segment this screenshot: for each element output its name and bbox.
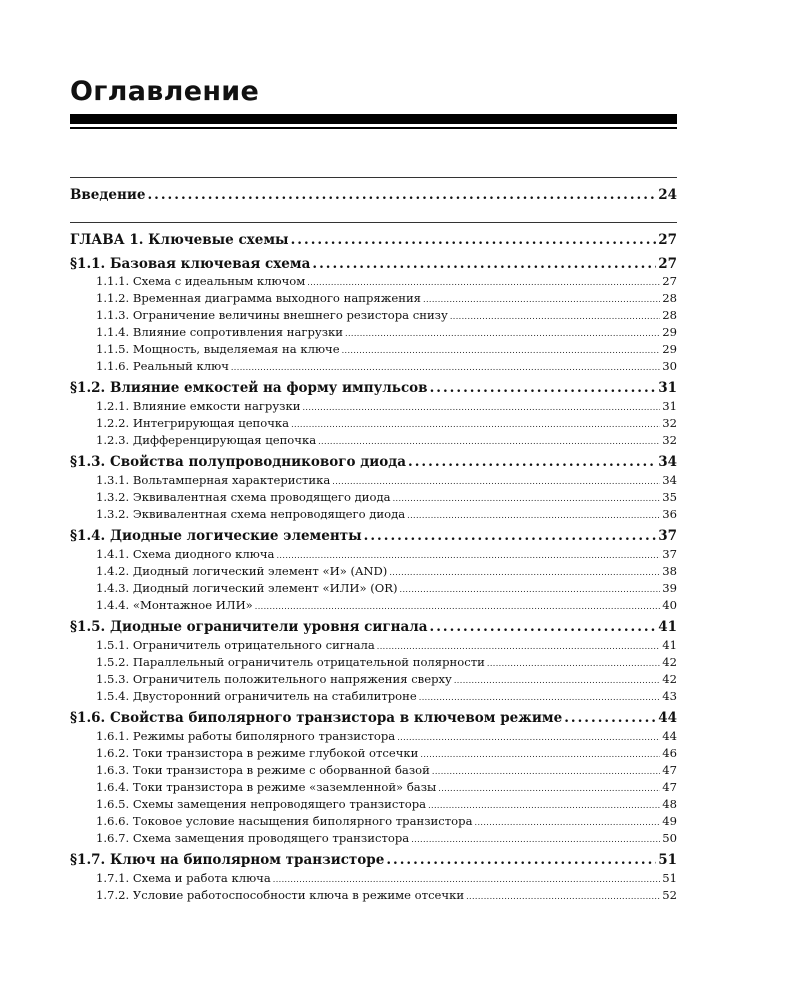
toc-entry-title: 1.1.1. Схема с идеальным ключом [96,274,306,288]
toc-entry-title: 1.1.5. Мощность, выделяемая на ключе [96,342,340,356]
toc-entry-title: 1.5.2. Параллельный ограничитель отрицательной полярности [96,655,485,669]
toc-entry-page: 38 [662,564,677,578]
toc-entry-title: 1.2.3. Дифференцирующая цепочка [96,433,317,447]
toc-entry-title: 1.4.4. «Монтажное ИЛИ» [96,598,253,612]
toc-entry-page: 27 [658,232,677,248]
toc-entry-title: 1.6.2. Токи транзистора в режиме глубокой отсечки [96,746,419,760]
toc-entry-title: 1.5.4. Двусторонний ограничитель на стабилитроне [96,689,417,703]
toc-entry-subsection[interactable] [70,398,677,415]
toc-entry-subsection[interactable] [70,887,677,904]
toc-entry-page: 32 [662,433,677,447]
dot-leader [273,871,660,888]
toc-entry-title: 1.4.2. Диодный логический элемент «И» (AND) [96,564,388,578]
dot-leader [564,708,656,728]
toc-entry-page: 29 [662,342,677,356]
toc-entry-page: 51 [658,852,677,868]
toc-entry-page: 27 [658,256,677,272]
toc-entry-page: 49 [662,814,677,828]
toc-entry-subsection[interactable] [70,341,677,358]
toc-entry-section[interactable] [70,617,677,637]
dot-leader [291,230,657,250]
dot-leader [332,473,660,490]
toc-entry-page: 47 [662,780,677,794]
page-title: Оглавление [70,76,260,107]
toc-entry-subsection[interactable] [70,472,677,489]
toc-entry-subsection[interactable] [70,432,677,449]
toc-entry-title: 1.1.4. Влияние сопротивления нагрузки [96,325,344,339]
dot-leader [291,416,660,433]
dot-leader [147,185,656,205]
dot-leader [276,547,660,564]
dot-leader [428,797,660,814]
toc-entry-title: 1.1.3. Ограничение величины внешнего резистора снизу [96,308,448,322]
toc-entry-subsection[interactable] [70,796,677,813]
toc-entry-page: 43 [662,689,677,703]
dot-leader [307,274,660,291]
toc-entry-title: §1.5. Диодные ограничители уровня сигнала [70,619,428,635]
toc-entry-section[interactable] [70,526,677,546]
toc-entry-subsection[interactable] [70,563,677,580]
toc-entry-title: 1.5.1. Ограничитель отрицательного сигнала [96,638,375,652]
toc-entry-page: 37 [662,547,677,561]
toc-entry-title: ГЛАВА 1. Ключевые схемы [70,232,289,248]
toc-entry-page: 48 [662,797,677,811]
toc-entry-subsection[interactable] [70,489,677,506]
toc-entry-page: 30 [662,359,677,373]
toc-entry-title: 1.4.3. Диодный логический элемент «ИЛИ» (OR) [96,581,398,595]
toc-entry-title: 1.1.2. Временная диаграмма выходного напряжения [96,291,421,305]
toc-entry-page: 41 [658,619,677,635]
dot-leader [450,308,660,325]
dot-leader [377,638,660,655]
dot-leader [345,325,660,342]
toc-entry-subsection[interactable] [70,762,677,779]
toc-entry-page: 47 [662,763,677,777]
toc-entry-page: 44 [662,729,677,743]
dot-leader [438,780,660,797]
toc-entry-title: 1.6.4. Токи транзистора в режиме «заземленной» базы [96,780,437,794]
toc-entry-page: 28 [662,291,677,305]
toc-entry-title: §1.4. Диодные логические элементы [70,528,362,544]
toc-entry-page: 50 [662,831,677,845]
toc-entry-title: 1.7.1. Схема и работа ключа [96,871,271,885]
toc-entry-subsection[interactable] [70,307,677,324]
toc-entry-page: 24 [658,187,677,203]
toc-entry-page: 51 [662,871,677,885]
toc-entry-subsection[interactable] [70,597,677,614]
toc-entry-title: 1.3.2. Эквивалентная схема непроводящего диода [96,507,406,521]
dot-leader [408,452,656,472]
dot-leader [342,342,661,359]
toc-entry-page: 36 [662,507,677,521]
toc-entry-title: 1.6.1. Режимы работы биполярного транзистора [96,729,396,743]
dot-leader [364,526,657,546]
toc-entry-subsection[interactable] [70,324,677,341]
toc-entry-title: §1.7. Ключ на биполярном транзисторе [70,852,385,868]
toc-entry-page: 31 [658,380,677,396]
toc-entry-page: 40 [662,598,677,612]
toc-entry-page: 29 [662,325,677,339]
toc-entry-section[interactable] [70,254,677,274]
toc-entry-page: 31 [662,399,677,413]
dot-leader [419,689,660,706]
title-thick-rule [70,114,677,124]
toc-entry-subsection[interactable] [70,654,677,671]
toc-entry-page: 46 [662,746,677,760]
toc-entry-page: 52 [662,888,677,902]
dot-leader [397,729,660,746]
toc-entry-title: 1.7.2. Условие работоспособности ключа в режиме отсечки [96,888,465,902]
toc-entry-subsection[interactable] [70,671,677,688]
toc-entry-section[interactable] [70,378,677,398]
toc-entry-subsection[interactable] [70,813,677,830]
toc-entry-page: 27 [662,274,677,288]
toc-entry-subsection[interactable] [70,506,677,523]
toc-entry-page: 35 [662,490,677,504]
dot-leader [389,564,660,581]
toc-entry-subsection[interactable] [70,745,677,762]
toc-entry-title: §1.3. Свойства полупроводникового диода [70,454,407,470]
toc-entry-title: 1.6.3. Токи транзистора в режиме с оборванной базой [96,763,430,777]
toc-entry-title: 1.6.7. Схема замещения проводящего транзистора [96,831,410,845]
dot-leader [420,746,660,763]
toc-entry-title: 1.4.1. Схема диодного ключа [96,547,275,561]
toc-entry-title: Введение [70,187,146,203]
dot-leader [255,598,660,615]
title-thin-rule [70,127,677,129]
toc-entry-subsection[interactable] [70,637,677,654]
toc-entry-page: 41 [662,638,677,652]
dot-leader [432,763,660,780]
dot-leader [400,581,661,598]
dot-leader [475,814,661,831]
toc-entry-title: 1.6.6. Токовое условие насыщения биполярного транзистора [96,814,473,828]
dot-leader [302,399,660,416]
toc-entry-subsection[interactable] [70,358,677,375]
dot-leader [487,655,660,672]
toc-entry-page: 44 [658,710,677,726]
toc-entry-title: 1.2.1. Влияние емкости нагрузки [96,399,301,413]
toc-entry-subsection[interactable] [70,546,677,563]
toc-entry-page: 37 [658,528,677,544]
divider-middle [70,222,677,223]
toc-entry-subsection[interactable] [70,830,677,847]
toc-entry-introduction[interactable] [70,185,677,205]
toc-entry-subsection[interactable] [70,779,677,796]
dot-leader [430,617,657,637]
toc-entry-title: 1.3.1. Вольтамперная характеристика [96,473,331,487]
toc-entry-page: 34 [658,454,677,470]
toc-entry-section[interactable] [70,850,677,870]
divider-top [70,177,677,178]
dot-leader [312,254,656,274]
dot-leader [423,291,660,308]
toc-entry-page: 32 [662,416,677,430]
toc-entry-title: 1.5.3. Ограничитель положительного напряжения сверху [96,672,452,686]
toc-entry-title: §1.1. Базовая ключевая схема [70,256,311,272]
dot-leader [454,672,660,689]
dot-leader [407,507,660,524]
dot-leader [466,888,660,905]
toc-entry-subsection[interactable] [70,870,677,887]
toc-entry-title: 1.2.2. Интегрирующая цепочка [96,416,290,430]
dot-leader [430,378,657,398]
dot-leader [393,490,661,507]
dot-leader [411,831,660,848]
toc-entry-page: 28 [662,308,677,322]
toc-entry-page: 39 [662,581,677,595]
toc-entry-subsection[interactable] [70,688,677,705]
toc-entry-section[interactable] [70,708,677,728]
dot-leader [318,433,660,450]
toc-entry-subsection[interactable] [70,290,677,307]
toc-entry-page: 42 [662,672,677,686]
dot-leader [231,359,660,376]
dot-leader [386,850,656,870]
toc-entry-subsection[interactable] [70,580,677,597]
toc-entry-title: 1.1.6. Реальный ключ [96,359,229,373]
toc-entry-page: 34 [662,473,677,487]
toc-entry-subsection[interactable] [70,728,677,745]
toc-entry-section[interactable] [70,452,677,472]
toc-entry-chapter[interactable] [70,230,677,250]
toc-entry-subsection[interactable] [70,415,677,432]
toc-entry-title: §1.6. Свойства биполярного транзистора в ключевом режиме [70,710,563,726]
toc-entry-subsection[interactable] [70,273,677,290]
toc-entry-title: §1.2. Влияние емкостей на форму импульсов [70,380,428,396]
toc-entry-page: 42 [662,655,677,669]
toc-entry-title: 1.6.5. Схемы замещения непроводящего транзистора [96,797,427,811]
toc-entry-title: 1.3.2. Эквивалентная схема проводящего диода [96,490,391,504]
